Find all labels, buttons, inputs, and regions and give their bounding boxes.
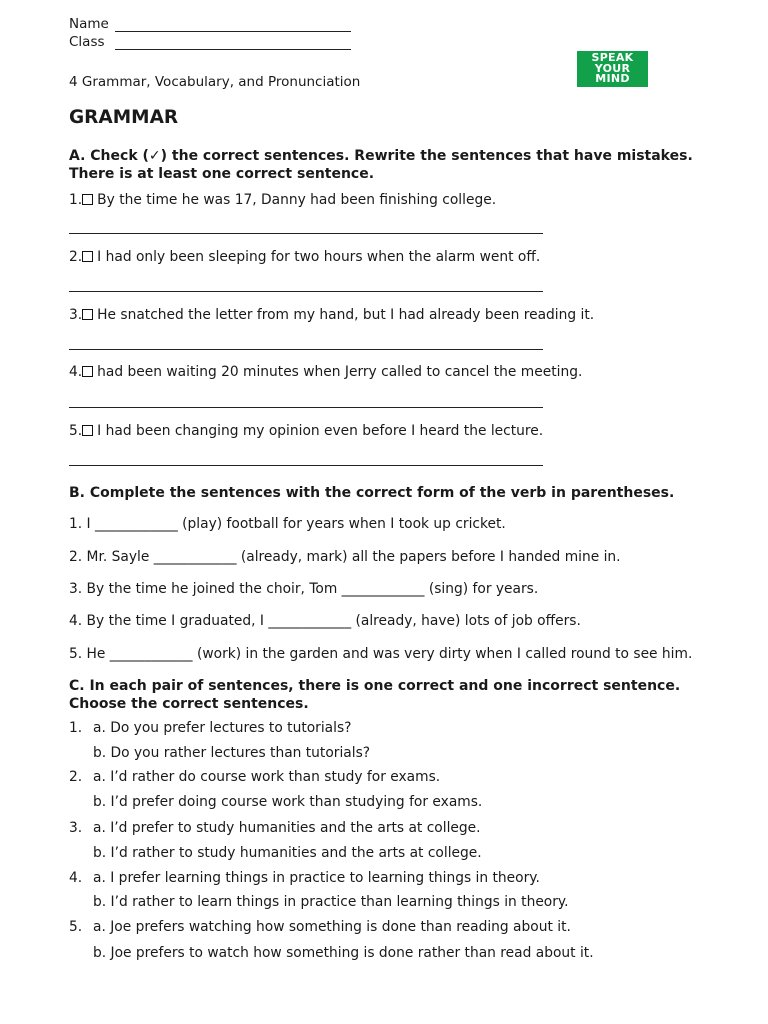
section-a-item-3 — [69, 307, 594, 323]
item-text: I had only been sleeping for two hours when the alarm went off. — [97, 249, 541, 265]
answer-line-3[interactable] — [69, 349, 543, 350]
item-number: 2. — [69, 769, 83, 785]
unit-title: 4 Grammar, Vocabulary, and Pronunciation — [69, 74, 361, 90]
answer-line-2[interactable] — [69, 291, 543, 292]
item-number: 1. — [69, 192, 83, 208]
class-row — [69, 34, 351, 50]
section-c-item-4a — [69, 870, 540, 886]
section-a-item-2 — [69, 249, 540, 265]
item-number: 4. — [69, 364, 83, 380]
section-c-item-1a — [69, 720, 351, 736]
item-number: 5. — [69, 919, 83, 935]
section-b-item-3: 3. By the time he joined the choir, Tom ____________ (sing) for years. — [69, 581, 539, 597]
item-text: had been waiting 20 minutes when Jerry called to cancel the meeting. — [97, 364, 583, 380]
logo-line-2: YOUR — [594, 61, 631, 75]
section-b-instruction: B. Complete the sentences with the correct form of the verb in parentheses. — [69, 485, 675, 501]
class-label: Class — [69, 34, 105, 50]
checkbox[interactable] — [82, 309, 93, 320]
section-a-item-1 — [69, 192, 496, 208]
section-a-item-4 — [69, 364, 582, 380]
section-b-item-4: 4. By the time I graduated, I ____________ (already, have) lots of job offers. — [69, 613, 581, 629]
item-text: I had been changing my opinion even before I heard the lecture. — [97, 423, 544, 439]
name-field[interactable] — [115, 17, 351, 32]
section-b-item-5: 5. He ____________ (work) in the garden and was very dirty when I called round to see him. — [69, 646, 693, 662]
section-b-item-2: 2. Mr. Sayle ____________ (already, mark) all the papers before I handed mine in. — [69, 549, 621, 565]
name-row — [69, 16, 351, 32]
answer-line-4[interactable] — [69, 407, 543, 408]
section-a-item-5 — [69, 423, 543, 439]
section-c-item-4b: b. I’d rather to learn things in practice than learning things in theory. — [93, 894, 569, 910]
item-text: By the time he was 17, Danny had been finishing college. — [97, 192, 497, 208]
item-number: 3. — [69, 307, 83, 323]
checkbox[interactable] — [82, 194, 93, 205]
logo-line-1: SPEAK — [591, 51, 634, 64]
section-c-item-2b: b. I’d prefer doing course work than studying for exams. — [93, 794, 483, 810]
item-number: 5. — [69, 423, 83, 439]
class-field[interactable] — [115, 35, 351, 50]
section-c-item-5b: b. Joe prefers to watch how something is done rather than read about it. — [93, 945, 594, 961]
answer-line-1[interactable] — [69, 233, 543, 234]
section-c-item-2a — [69, 769, 440, 785]
item-text: He snatched the letter from my hand, but I had already been reading it. — [97, 307, 595, 323]
section-c-item-3b: b. I’d rather to study humanities and the arts at college. — [93, 845, 482, 861]
section-a-instruction-1: A. Check (✓) the correct sentences. Rewrite the sentences that have mistakes. — [69, 148, 693, 164]
option-a: a. I’d rather do course work than study for exams. — [93, 769, 441, 785]
section-c-item-3a — [69, 820, 481, 836]
section-c-instruction-1: C. In each pair of sentences, there is one correct and one incorrect sentence. — [69, 678, 681, 694]
checkbox[interactable] — [82, 366, 93, 377]
checkbox[interactable] — [82, 251, 93, 262]
section-a-instruction-2: There is at least one correct sentence. — [69, 166, 375, 182]
item-number: 1. — [69, 720, 83, 736]
item-number: 4. — [69, 870, 83, 886]
section-title: GRAMMAR — [69, 107, 179, 128]
section-c-item-5a — [69, 919, 571, 935]
name-label: Name — [69, 16, 109, 32]
speak-your-mind-logo — [577, 51, 648, 87]
section-b-item-1: 1. I ____________ (play) football for years when I took up cricket. — [69, 516, 506, 532]
option-a: a. Joe prefers watching how something is done than reading about it. — [93, 919, 571, 935]
option-a: a. I’d prefer to study humanities and the arts at college. — [93, 820, 481, 836]
item-number: 3. — [69, 820, 83, 836]
checkbox[interactable] — [82, 425, 93, 436]
option-a: a. I prefer learning things in practice to learning things in theory. — [93, 870, 540, 886]
answer-line-5[interactable] — [69, 465, 543, 466]
option-a: a. Do you prefer lectures to tutorials? — [93, 720, 352, 736]
section-c-instruction-2: Choose the correct sentences. — [69, 696, 309, 712]
logo-line-3: MIND — [595, 72, 630, 85]
section-c-item-1b: b. Do you rather lectures than tutorials? — [93, 745, 371, 761]
item-number: 2. — [69, 249, 83, 265]
